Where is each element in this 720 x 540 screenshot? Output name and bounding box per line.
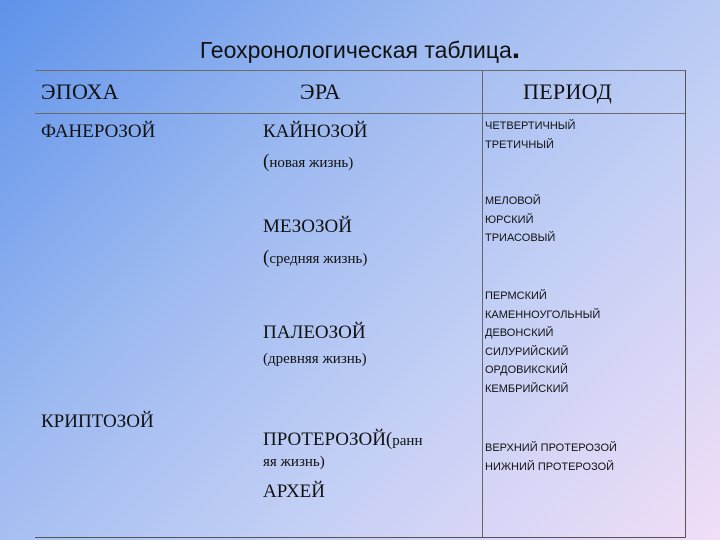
header-period: ПЕРИОД [523, 79, 613, 104]
era-proterozoic-note: яя жизнь) [263, 454, 325, 470]
era-proterozoic: ПРОТЕРОЗОЙ(ранн [263, 429, 423, 450]
era-mesozoic: МЕЗОЗОЙ [263, 216, 352, 237]
title-period: . [511, 32, 521, 65]
slide-title [0, 32, 720, 66]
geochronology-table [35, 70, 686, 538]
periods-proterozoic [485, 439, 617, 476]
column-divider [482, 71, 483, 537]
era-paleozoic-note: (древняя жизнь) [263, 351, 367, 367]
header-epoch: ЭПОХА [41, 79, 119, 104]
period-item: ОРДОВИКСКИЙ [485, 364, 568, 376]
periods-paleozoic [485, 287, 600, 398]
periods-cenozoic [485, 117, 575, 154]
period-item: ТРЕТИЧНЫЙ [485, 138, 554, 151]
period-item: ЮРСКИЙ [485, 213, 534, 226]
period-item: НИЖНИЙ ПРОТЕРОЗОЙ [485, 460, 615, 473]
title-text: Геохронологическая таблица [199, 37, 512, 63]
period-item: КАМЕННОУГОЛЬНЫЙ [485, 308, 601, 321]
epoch-cryptozoic: КРИПТОЗОЙ [41, 411, 154, 432]
period-item: ВЕРХНИЙ ПРОТЕРОЗОЙ [485, 442, 617, 454]
era-paleozoic: ПАЛЕОЗОЙ [263, 322, 366, 343]
era-cenozoic-note: (новая жизнь) [263, 151, 354, 172]
period-item: МЕЛОВОЙ [485, 195, 541, 207]
period-item: СИЛУРИЙСКИЙ [485, 345, 569, 358]
periods-mesozoic [485, 192, 555, 248]
header-era: ЭРА [300, 79, 341, 104]
era-mesozoic-note: (средняя жизнь) [263, 247, 368, 268]
epoch-phanerozoic: ФАНЕРОЗОЙ [41, 121, 156, 142]
period-item: КЕМБРИЙСКИЙ [485, 382, 569, 395]
era-archean: АРХЕЙ [263, 481, 325, 502]
table-header-row [35, 71, 685, 114]
period-item: ПЕРМСКИЙ [485, 290, 547, 302]
period-item: ЧЕТВЕРТИЧНЫЙ [485, 120, 576, 132]
period-item: ТРИАСОВЫЙ [485, 232, 556, 244]
period-item: ДЕВОНСКИЙ [485, 327, 554, 339]
era-cenozoic: КАЙНОЗОЙ [263, 121, 368, 142]
